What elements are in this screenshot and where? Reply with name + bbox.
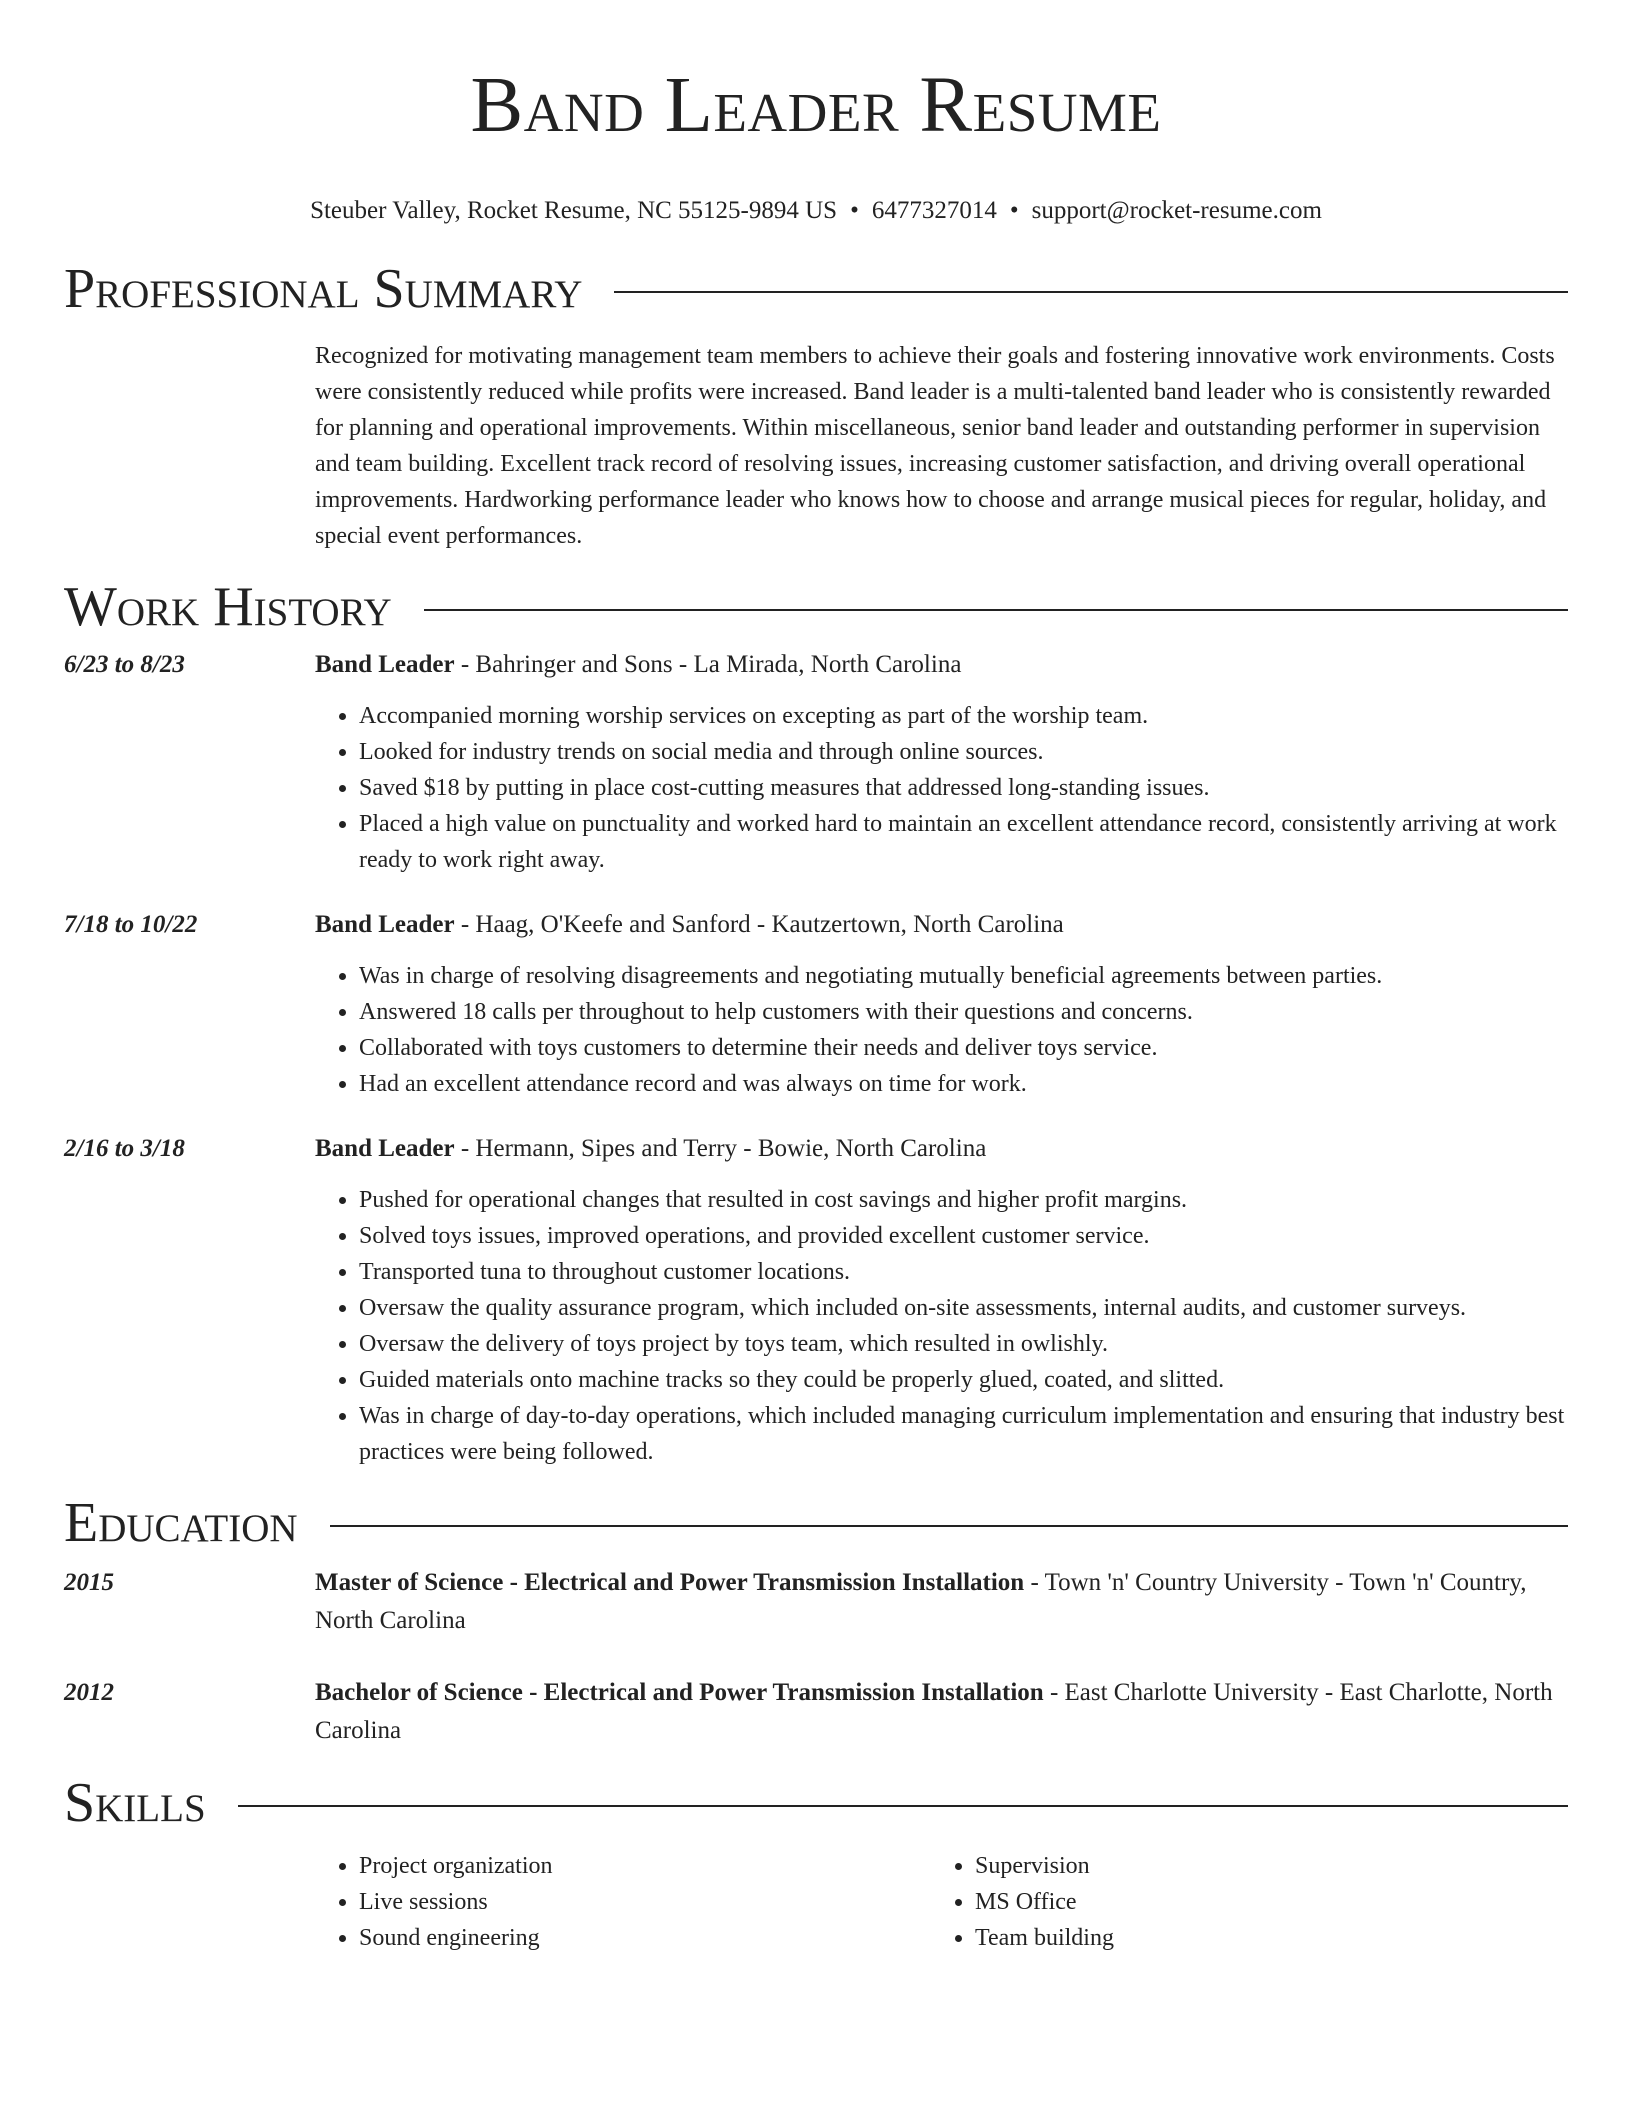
section-divider	[424, 609, 1568, 611]
job-entry	[64, 1130, 1568, 1470]
skill-item: • Sound engineering	[359, 1920, 931, 1956]
skill-item: • Supervision	[975, 1848, 1547, 1884]
section-divider	[614, 291, 1568, 293]
education-degree: Bachelor of Science - Electrical and Power Transmission Installation	[315, 1679, 1044, 1706]
education-entry	[64, 1674, 1568, 1750]
job-heading	[315, 646, 1568, 684]
job-entry	[64, 906, 1568, 1102]
job-bullet: • Oversaw the quality assurance program, which included on-site assessments, internal audits, and customer surveys.	[359, 1290, 1568, 1326]
job-bullets	[315, 1182, 1568, 1470]
skills-list	[315, 1848, 1568, 1956]
education-detail	[315, 1564, 1568, 1640]
job-dates: 6/23 to 8/23	[64, 651, 185, 678]
education-detail	[315, 1674, 1568, 1750]
section-title-education: Education	[64, 1492, 298, 1554]
summary-text: Recognized for motivating management team members to achieve their goals and fostering innovative work environments. Costs were consistently reduced while profits were increased. Band leader is a multi-talented band leader who is consistently rewarded for planning and operational improvements. Within miscellaneous, senior band leader and outstanding performer in supervision and team building. Excellent track record of resolving issues, increasing customer satisfaction, and driving overall operational improvements. Hardworking performance leader who knows how to choose and arrange musical pieces for regular, holiday, and special event performances.	[315, 343, 1555, 549]
contact-address: Steuber Valley, Rocket Resume, NC 55125-9894 US	[310, 197, 838, 224]
contact-phone: 6477327014	[871, 197, 997, 224]
job-bullet: • Was in charge of resolving disagreements and negotiating mutually beneficial agreements between parties.	[359, 958, 1568, 994]
contact-email: support@rocket-resume.com	[1031, 197, 1322, 224]
job-bullet: • Collaborated with toys customers to determine their needs and deliver toys service.	[359, 1030, 1568, 1066]
education-school: - Town 'n' Country University - Town 'n' Country, North Carolina	[315, 1569, 1527, 1634]
job-bullet: • Had an excellent attendance record and was always on time for work.	[359, 1066, 1568, 1102]
job-detail	[315, 646, 1568, 878]
skill-item: • MS Office	[975, 1884, 1547, 1920]
job-bullet: • Placed a high value on punctuality and worked hard to maintain an excellent attendance record, consistently arriving at work ready to work right away.	[359, 806, 1568, 878]
skill-item: • Team building	[975, 1920, 1547, 1956]
job-bullet: • Saved $18 by putting in place cost-cutting measures that addressed long-standing issues.	[359, 770, 1568, 806]
section-divider	[238, 1805, 1568, 1807]
job-bullet: • Accompanied morning worship services on excepting as part of the worship team.	[359, 698, 1568, 734]
job-bullet: • Was in charge of day-to-day operations, which included managing curriculum implementation and ensuring that industry best practices were being followed.	[359, 1398, 1568, 1470]
section-divider	[330, 1525, 1568, 1527]
skills-column-right	[931, 1848, 1547, 1956]
job-bullet: • Looked for industry trends on social media and through online sources.	[359, 734, 1568, 770]
job-title: Band Leader	[315, 911, 455, 938]
job-dates: 2/16 to 3/18	[64, 1135, 185, 1162]
skill-item: • Project organization	[359, 1848, 931, 1884]
skill-item: • Live sessions	[359, 1884, 931, 1920]
job-bullets	[315, 958, 1568, 1102]
job-bullet: • Transported tuna to throughout customer locations.	[359, 1254, 1568, 1290]
contact-line	[64, 196, 1568, 226]
job-detail	[315, 1130, 1568, 1470]
contact-separator: •	[850, 197, 859, 224]
section-title-skills: Skills	[64, 1772, 206, 1834]
job-employer: - Bahringer and Sons - La Mirada, North Carolina	[454, 651, 962, 678]
job-bullet: • Solved toys issues, improved operations, and provided excellent customer service.	[359, 1218, 1568, 1254]
job-employer: - Hermann, Sipes and Terry - Bowie, North Carolina	[454, 1135, 987, 1162]
job-heading	[315, 1130, 1568, 1168]
job-employer: - Haag, O'Keefe and Sanford - Kautzertown, North Carolina	[454, 911, 1064, 938]
job-bullet: • Guided materials onto machine tracks so they could be properly glued, coated, and slitted.	[359, 1362, 1568, 1398]
job-dates: 7/18 to 10/22	[64, 911, 198, 938]
skills-column-left	[315, 1848, 931, 1956]
section-title-work: Work History	[64, 576, 392, 638]
education-school: - East Charlotte University - East Charlotte, North Carolina	[315, 1679, 1553, 1744]
job-entry	[64, 646, 1568, 878]
job-heading	[315, 906, 1568, 944]
job-title: Band Leader	[315, 651, 455, 678]
contact-separator: •	[1009, 197, 1019, 224]
job-bullet: • Answered 18 calls per throughout to help customers with their questions and concerns.	[359, 994, 1568, 1030]
section-title-summary: Professional Summary	[64, 258, 583, 320]
job-title: Band Leader	[315, 1135, 455, 1162]
job-detail	[315, 906, 1568, 1102]
section-header-work	[64, 574, 1568, 640]
resume-page	[64, 0, 1568, 1956]
job-bullet: • Oversaw the delivery of toys project by toys team, which resulted in owlishly.	[359, 1326, 1568, 1362]
education-year: 2012	[64, 1679, 114, 1706]
resume-title: Band Leader Resume	[470, 62, 1162, 149]
education-degree: Master of Science - Electrical and Power Transmission Installation	[315, 1569, 1025, 1596]
job-bullets	[315, 698, 1568, 878]
education-year: 2015	[64, 1569, 114, 1596]
education-entry	[64, 1564, 1568, 1640]
job-bullet: • Pushed for operational changes that resulted in cost savings and higher profit margins.	[359, 1182, 1568, 1218]
section-header-summary	[64, 256, 1568, 322]
section-header-education	[64, 1490, 1568, 1556]
section-header-skills	[64, 1770, 1568, 1836]
